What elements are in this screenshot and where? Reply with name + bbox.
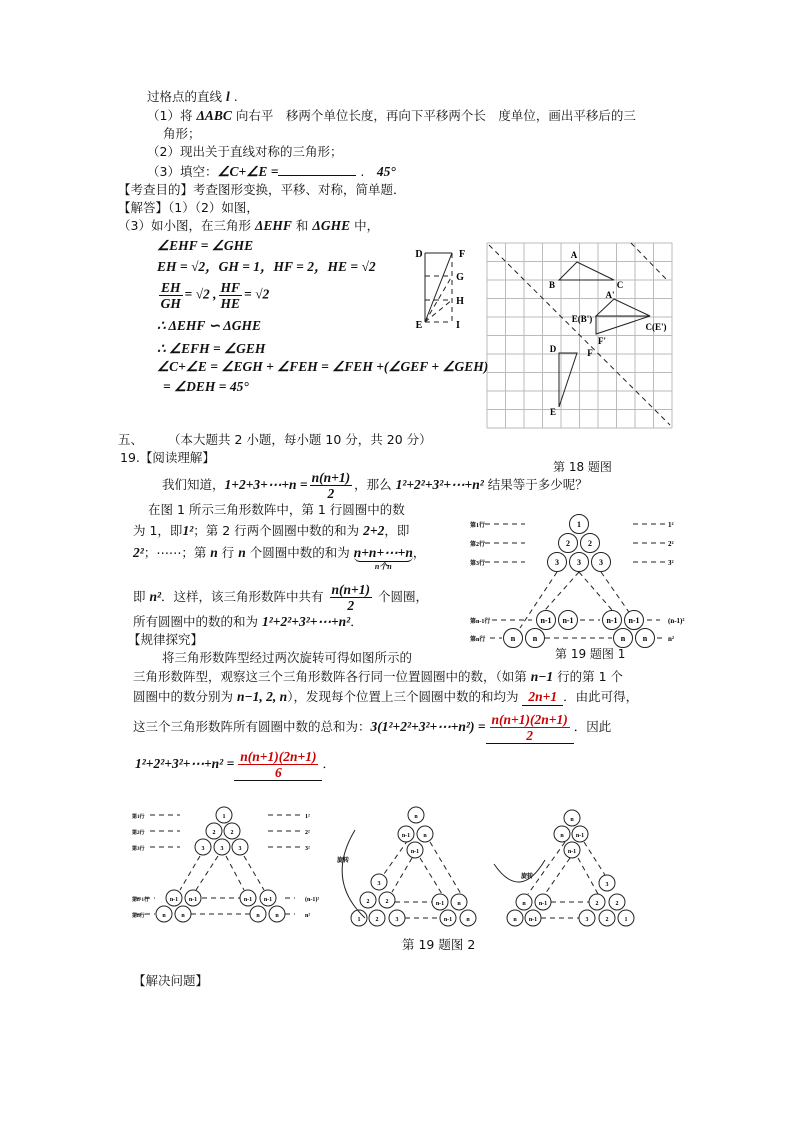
circle-number: n-1 [401,833,411,839]
circle-number: 2 [375,917,379,923]
math-line: ∴ ΔEHF ∽ ΔGHE [157,318,261,333]
circle-number: n [510,634,516,643]
text-line: 1²+2²+3²+⋯+n² = $\frac{n(n+1)(2n+1)}{6}$ ． [135,749,335,780]
triangle-abc [559,262,614,280]
text-line: 【考查目的】考查图形变换，平移、对称，简单题． [118,182,406,197]
text-line: 我们知道，1+2+3+⋯+n = $\frac{n(n+1)}{2}$ ，那么 1²+2²+3²+⋯+n² 结果等于多少呢？ [162,470,588,501]
circle-number: n-1 [540,616,552,625]
circle-number: n-1 [435,901,445,907]
row-sum-label: 1² [668,521,674,529]
row-label: 第1行 [470,523,486,529]
rotate-label: 旋转 [336,858,350,864]
text-line: 角形； [163,126,201,141]
row-label: 第n-1行 [470,619,491,625]
text-line: 在图 1 所示三角形数阵中，第 1 行圆圈中的数 [148,502,405,517]
row-label: 第n-1行 [132,898,149,903]
grid-point-label: C(E') [645,322,667,332]
circle-number: n-1 [606,616,618,625]
circle-number: 3 [220,846,224,852]
text-line: （3）填空：∠C+∠E = . 45° [147,164,396,179]
small-figure-label: E [415,320,423,331]
line [430,842,461,894]
circle-number: n-1 [263,897,273,903]
grid-point-label: D [549,344,557,354]
circle-number: n [532,634,538,643]
line [180,856,200,890]
circle-number: 2 [366,899,370,905]
text-line: 即 n²．这样，该三角形数阵中共有 $\frac{n(n+1)}{2}$ 个圆圈， [133,582,428,613]
text-line: 为 1，即1²；第 2 行两个圆圈中数的和为 2+2，即 [133,523,410,538]
circle-number: 2 [212,830,216,836]
circle-number: 3 [585,917,589,923]
row-label: 第2行 [132,831,145,836]
grid-point-label: E [549,407,557,417]
row-sum-label: 3² [305,846,310,852]
grid-point-label: C [616,280,624,290]
circle-number: n [162,913,166,919]
row-label: 第2行 [470,542,486,548]
circle-number: 2 [615,901,619,907]
circle-number: 2 [595,901,599,907]
circle-number: n-1 [188,897,198,903]
circle-number: n [457,901,461,907]
circle-number: 3 [395,917,399,923]
small-figure-label: F [458,249,466,260]
circle-number: n-1 [528,917,538,923]
row-sum-label: n² [305,913,311,919]
grid-point-label: A' [605,290,615,300]
circle-number: 2 [385,899,389,905]
math-line: ∠C+∠E = ∠EGH + ∠FEH = ∠FEH +(∠GEF + ∠GEH) [157,359,489,374]
figure-caption: 第 18 题图 [553,460,612,474]
text-line: （2）现出关于直线对称的三角形； [147,144,343,159]
circle-number: n [275,913,279,919]
line [425,276,452,322]
figure-caption: 第 19 题图 1 [555,647,626,661]
answer-blank: $\frac{n(n+1)(2n+1)}{2}$ [486,712,574,744]
text-line: 【解答】（1）（2）如图， [118,200,259,215]
line [545,858,570,894]
line [244,856,264,890]
small-figure-label: H [456,296,464,307]
text-line: 过格点的直线 l . [147,89,238,104]
triangle-def [559,353,577,407]
line [545,572,579,610]
circle-number: n-1 [169,897,179,903]
circle-number: 1 [357,917,361,923]
circle-number: n-1 [562,616,574,625]
line [420,858,442,894]
circle-number: 3 [201,846,205,852]
circle-number: n-1 [538,901,548,907]
answer-blank: 2n+1 [522,689,563,706]
section-label: 【解决问题】 [133,973,209,988]
circle-number: 1 [624,917,628,923]
line [196,856,218,890]
triangle-translated [596,299,650,316]
line [425,253,452,322]
circle-number: n [513,917,517,923]
row-label: 第n行 [132,914,145,919]
circle-number: 3 [577,558,581,567]
question-title: 19.【阅读理解】 [120,450,215,465]
circle-number: 3 [605,882,609,888]
line [226,856,244,890]
math-line: EH = √2，GH = 1，HF = 2，HE = √2 [157,259,376,274]
circle-number: 2 [588,539,592,548]
circle-number: n-1 [410,849,420,855]
text-line: 这三个三角形数阵所有圆圈中数的总和为：3(1²+2²+3²+⋯+n²) = $\frac{n(n+1)(2n+1)}{2}$ ．因此 [133,712,612,743]
circle-number: n [522,901,526,907]
circle-number: n [256,913,260,919]
line [384,840,408,874]
triangle-reflected [596,316,650,334]
circle-number: 2 [566,539,570,548]
line [584,842,605,875]
text-line: 圆圈中的数分别为 n−1, 2, n），发现每个位置上三个圆圈中数的和均为 2n+1 ．由此可得， [133,689,639,704]
circle-number: 3 [377,881,381,887]
grid-point-label: A [570,250,578,260]
circle-number: 2 [230,830,234,836]
line [578,858,598,894]
fill-blank [278,163,356,176]
circle-number: 1 [222,814,226,820]
row-sum-label: 3² [668,559,674,567]
circle-number: 3 [555,558,559,567]
circle-number: 2 [605,917,609,923]
text-line: 所有圆圈中的数的和为 1²+2²+3²+⋯+n²． [133,614,363,629]
math-line: = ∠DEH = 45° [163,379,249,394]
grid-point-label: F [587,348,593,358]
circle-number: n [181,913,185,919]
line [579,572,612,610]
row-sum-label: 2² [305,830,310,836]
small-figure-label: G [456,272,464,283]
circle-number: n [642,634,648,643]
circle-number: n [423,833,427,839]
rotate-arrow [494,860,545,882]
row-sum-label: 2² [668,540,674,548]
grid-point-label: B [548,280,556,290]
text-line: 三角形数阵型，观察这三个三角形数阵各行同一位置圆圈中的数，（如第 n−1 行的第 1 个 [133,669,624,684]
answer-blank: $\frac{n(n+1)(2n+1)}{6}$ [234,749,322,781]
grid-point-label: E(B') [571,314,593,324]
row-sum-label: (n-1)² [668,617,685,625]
circle-number: n [620,634,626,643]
row-label: 第1行 [132,815,145,820]
row-sum-label: n² [668,635,674,643]
math-line: ∴ ∠EFH = ∠GEH [157,341,266,356]
line [528,842,565,894]
text-line: （3）如小图，在三角形 ΔEHF 和 ΔGHE 中， [118,218,380,233]
figure-caption: 第 19 题图 2 [402,937,476,952]
small-figure-label: D [415,249,423,260]
circle-number: 1 [577,520,581,529]
row-sum-label: (n-1)² [305,897,320,903]
circle-number: n-1 [567,849,577,855]
circle-number: n-1 [628,616,640,625]
line [392,858,412,892]
small-figure-label: I [456,320,460,331]
text-line: （1）将 ΔABC 向右平 移两个单位长度，再向下平移两个长 度单位，画出平移后的三 [147,108,636,123]
circle-number: 3 [599,558,603,567]
math-line: ∠EHF = ∠GHE [157,238,254,253]
circle-number: n [560,833,564,839]
math-line: $\frac{EH}{GH}$ = √2 , $\frac{HF}{HE}$ = √2 [160,280,270,311]
rotate-label: 旋转 [520,874,534,880]
grid-point-label: F' [598,336,606,346]
circle-number: n [466,917,470,923]
row-sum-label: 1² [305,814,310,820]
text-line: 将三角形数阵型经过两次旋转可得如图所示的 [162,650,413,665]
circle-number: n [570,817,574,823]
section-label: 【规律探究】 [128,632,204,647]
circle-number: n [414,814,418,820]
row-label: 第n行 [470,637,486,643]
text-line: 2²；⋯⋯；第 n 行 n 个圆圈中数的和为 n+n+⋯+n n个n ， [133,545,426,571]
circle-number: n-1 [443,917,453,923]
section-heading: 五、 （本大题共 2 小题，每小题 10 分，共 20 分） [118,432,432,447]
circle-number: n-1 [243,897,253,903]
row-label: 第3行 [470,561,486,567]
row-label: 第3行 [132,847,145,852]
circle-number: 3 [238,846,242,852]
circle-number: n-1 [575,833,585,839]
